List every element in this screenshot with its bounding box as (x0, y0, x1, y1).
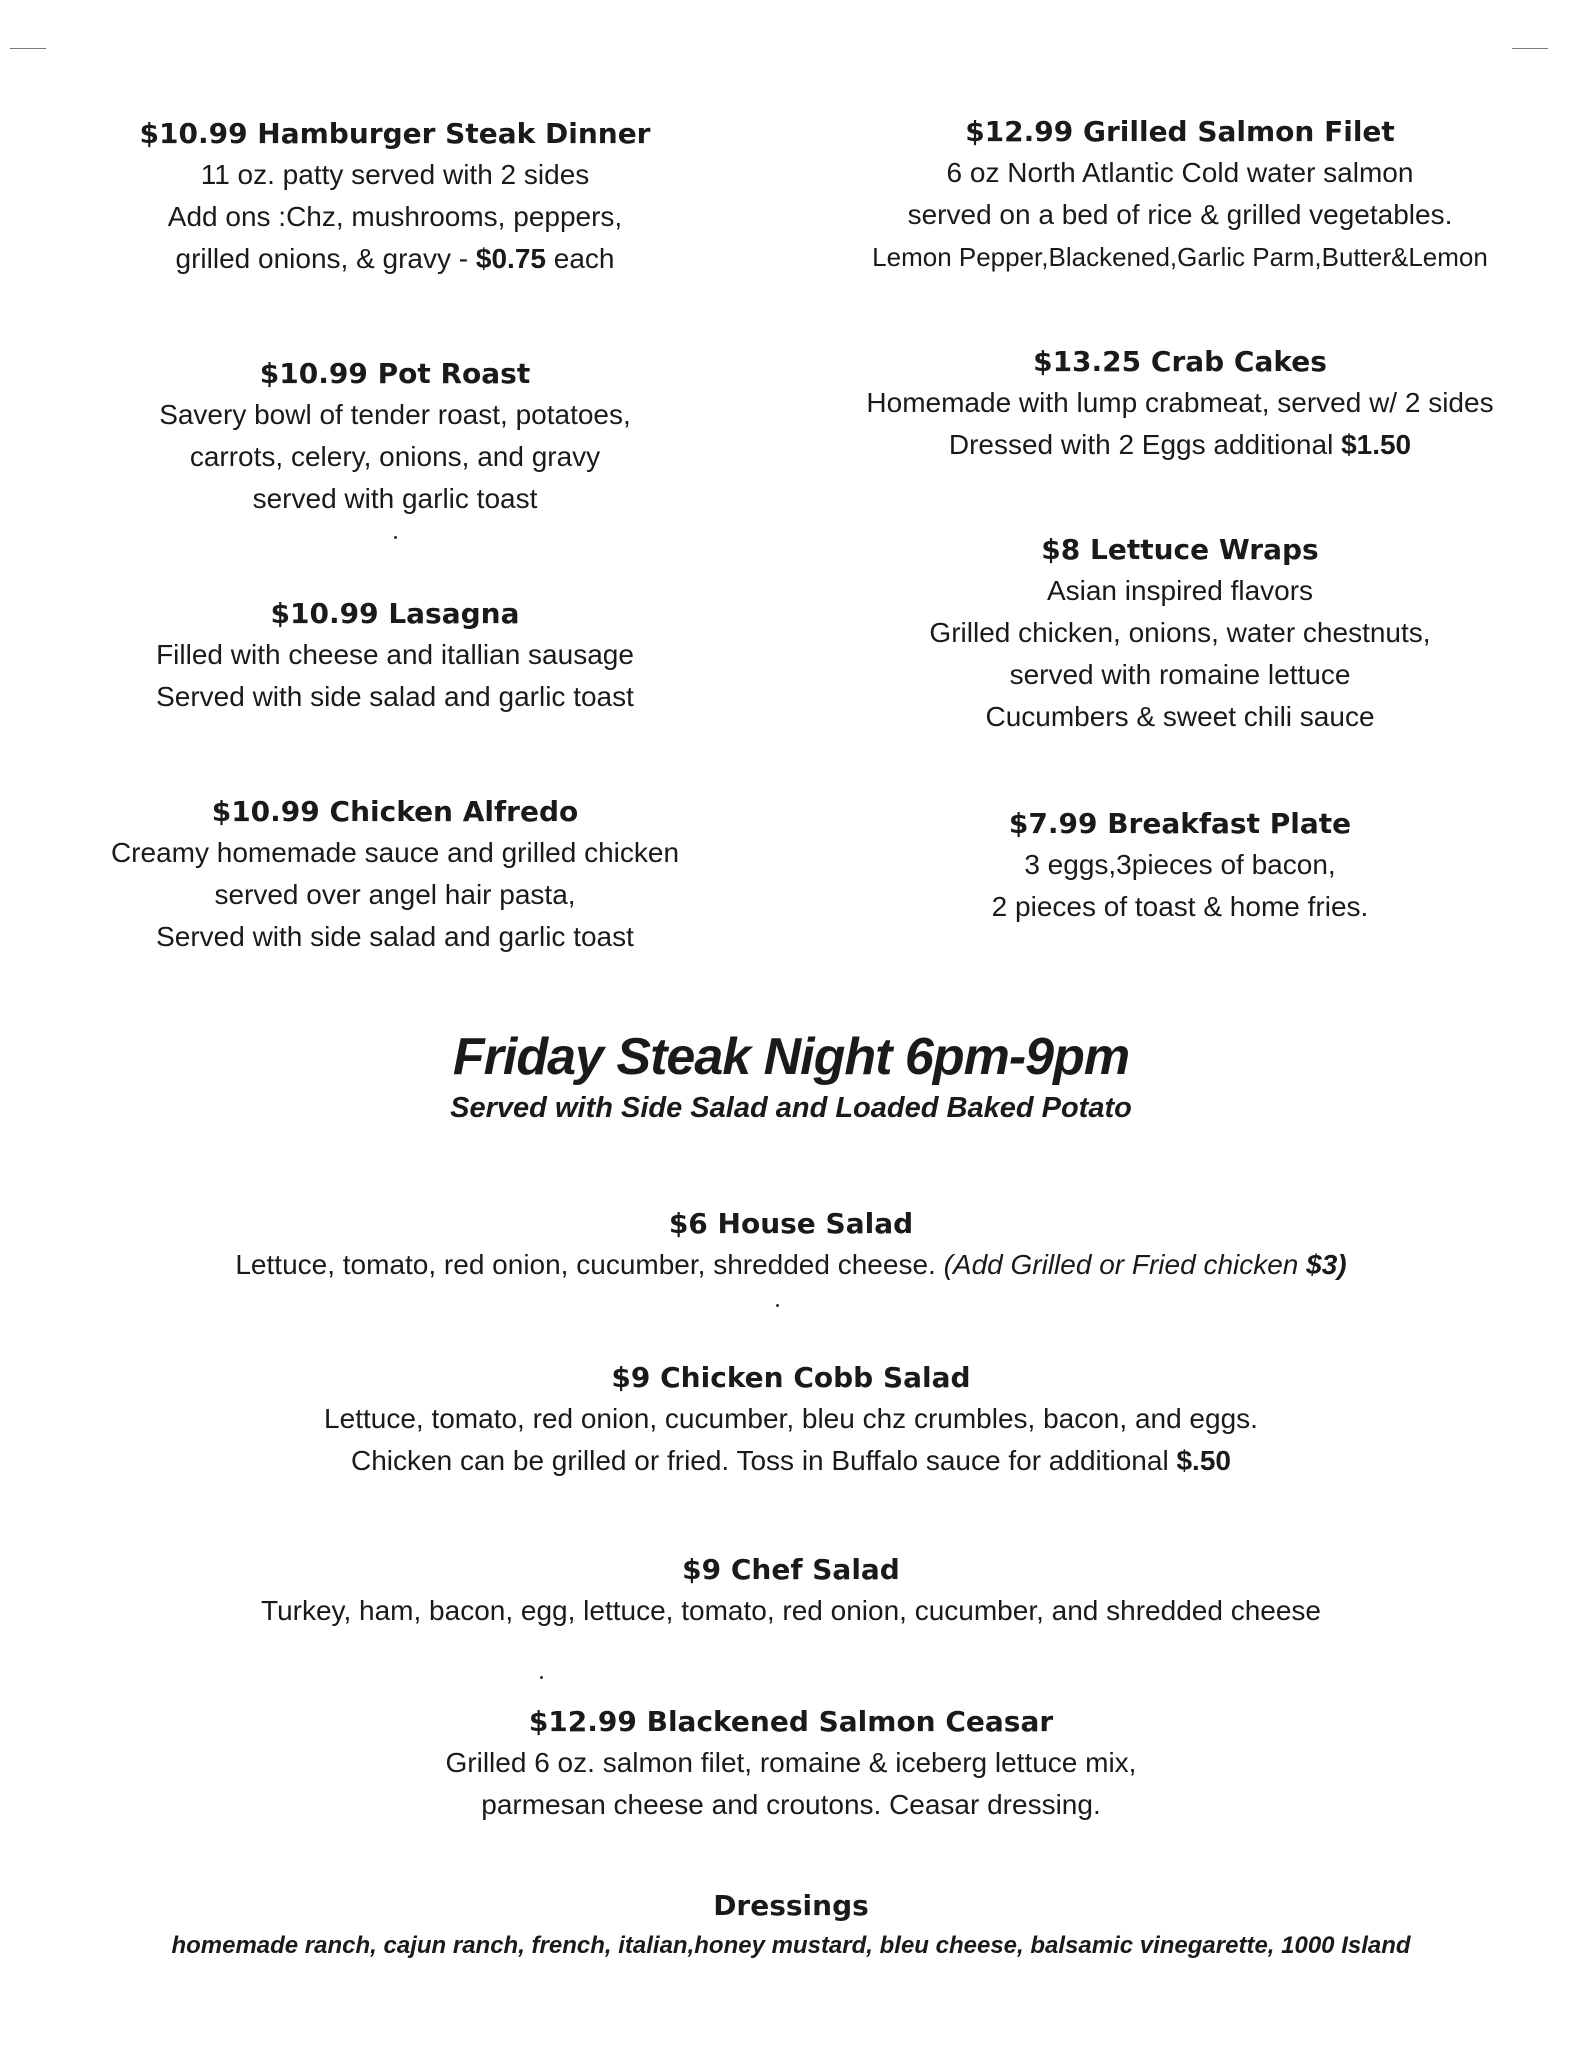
addon-suffix: each (545, 243, 615, 274)
addon-price: $0.75 (475, 243, 546, 274)
menu-item-crab-cakes (790, 342, 1570, 466)
addon-price: $1.50 (1341, 429, 1412, 460)
menu-item-breakfast-plate (790, 804, 1570, 928)
scan-edge-mark-left (10, 48, 46, 49)
menu-item-seasoning-options: Lemon Pepper,Blackened,Garlic Parm,Butter&Lemon (872, 242, 1488, 272)
scan-speck (540, 1676, 543, 1679)
menu-item-title: $13.25 Crab Cakes (1033, 345, 1327, 378)
salad-description (0, 1244, 1582, 1286)
menu-item-description: 6 oz North Atlantic Cold water salmon (946, 157, 1414, 188)
salad-description: Turkey, ham, bacon, egg, lettuce, tomato, red onion, cucumber, and shredded cheese (261, 1595, 1321, 1626)
menu-item-description: carrots, celery, onions, and gravy (189, 441, 601, 472)
dressings-list: homemade ranch, cajun ranch, french, italian,honey mustard, bleu cheese, balsamic vinegarette, 1000 Island (171, 1932, 1411, 1959)
menu-item-title: $7.99 Breakfast Plate (1008, 807, 1352, 840)
salad-description: Grilled 6 oz. salmon filet, romaine & iceberg lettuce mix, (445, 1747, 1137, 1778)
salad-blackened-salmon-ceasar (0, 1702, 1582, 1826)
steak-night-headline: Friday Steak Night 6pm-9pm (452, 1028, 1130, 1086)
scan-speck (776, 1304, 779, 1307)
menu-item-lettuce-wraps (790, 530, 1570, 738)
menu-item-title: $10.99 Hamburger Steak Dinner (139, 117, 651, 150)
salad-option-text: Chicken can be grilled or fried. Toss in Buffalo sauce for additional (351, 1445, 1177, 1476)
salad-chef (0, 1550, 1582, 1632)
menu-item-title: $10.99 Chicken Alfredo (211, 795, 579, 828)
salad-addon-note: (Add Grilled or Fried chicken (943, 1249, 1307, 1280)
menu-item-description: 11 oz. patty served with 2 sides (200, 159, 590, 190)
menu-item-description: Served with side salad and garlic toast (156, 681, 634, 712)
menu-item-hamburger-steak (0, 114, 790, 280)
scan-edge-mark-right (1512, 48, 1548, 49)
menu-item-description: Add ons :Chz, mushrooms, peppers, (167, 201, 623, 232)
menu-item-lasagna (0, 594, 790, 718)
salad-ingredients: Lettuce, tomato, red onion, cucumber, shredded cheese. (235, 1249, 944, 1280)
menu-item-description: served with garlic toast (252, 483, 538, 514)
menu-item-description: Served with side salad and garlic toast (156, 921, 634, 952)
menu-item-description: 3 eggs,3pieces of bacon, (1024, 849, 1336, 880)
menu-item-addon-price-line (0, 238, 790, 280)
salad-house (0, 1204, 1582, 1286)
salad-description (0, 1440, 1582, 1482)
dressings-section (0, 1886, 1582, 1966)
menu-item-description: Cucumbers & sweet chili sauce (985, 701, 1375, 732)
menu-item-pot-roast (0, 354, 790, 520)
menu-item-description: Savery bowl of tender roast, potatoes, (159, 399, 631, 430)
steak-night-banner (0, 1026, 1582, 1128)
salad-description: Lettuce, tomato, red onion, cucumber, bleu chz crumbles, bacon, and eggs. (324, 1403, 1258, 1434)
menu-item-title: $10.99 Pot Roast (259, 357, 531, 390)
menu-item-description: served with romaine lettuce (1009, 659, 1351, 690)
menu-item-description: served on a bed of rice & grilled vegetables. (907, 199, 1453, 230)
salad-title: $12.99 Blackened Salmon Ceasar (528, 1705, 1054, 1738)
menu-item-title: $10.99 Lasagna (270, 597, 520, 630)
salad-chicken-cobb (0, 1358, 1582, 1482)
menu-item-description: served over angel hair pasta, (214, 879, 576, 910)
menu-item-title: $12.99 Grilled Salmon Filet (965, 115, 1395, 148)
salad-title: $6 House Salad (668, 1207, 914, 1240)
menu-item-title: $8 Lettuce Wraps (1041, 533, 1319, 566)
salad-title: $9 Chicken Cobb Salad (611, 1361, 971, 1394)
menu-item-description: 2 pieces of toast & home fries. (991, 891, 1369, 922)
steak-night-subheadline: Served with Side Salad and Loaded Baked Potato (450, 1092, 1132, 1124)
addon-text: grilled onions, & gravy - (175, 243, 476, 274)
menu-item-description: Filled with cheese and itallian sausage (156, 639, 634, 670)
dressings-title: Dressings (713, 1889, 869, 1922)
menu-item-description: Homemade with lump crabmeat, served w/ 2 sides (866, 387, 1494, 418)
menu-item-grilled-salmon (790, 112, 1570, 278)
salad-option-price: $.50 (1176, 1445, 1231, 1476)
salad-description: parmesan cheese and croutons. Ceasar dressing. (481, 1789, 1101, 1820)
salad-title: $9 Chef Salad (682, 1553, 900, 1586)
scan-speck (394, 536, 397, 539)
menu-item-description: Asian inspired flavors (1046, 575, 1314, 606)
menu-item-description: Grilled chicken, onions, water chestnuts, (929, 617, 1431, 648)
salad-addon-price: $3) (1306, 1249, 1347, 1280)
menu-item-chicken-alfredo (0, 792, 790, 958)
menu-item-addon-price-line (790, 424, 1570, 466)
addon-text: Dressed with 2 Eggs additional (948, 429, 1342, 460)
menu-item-description: Creamy homemade sauce and grilled chicken (110, 837, 680, 868)
